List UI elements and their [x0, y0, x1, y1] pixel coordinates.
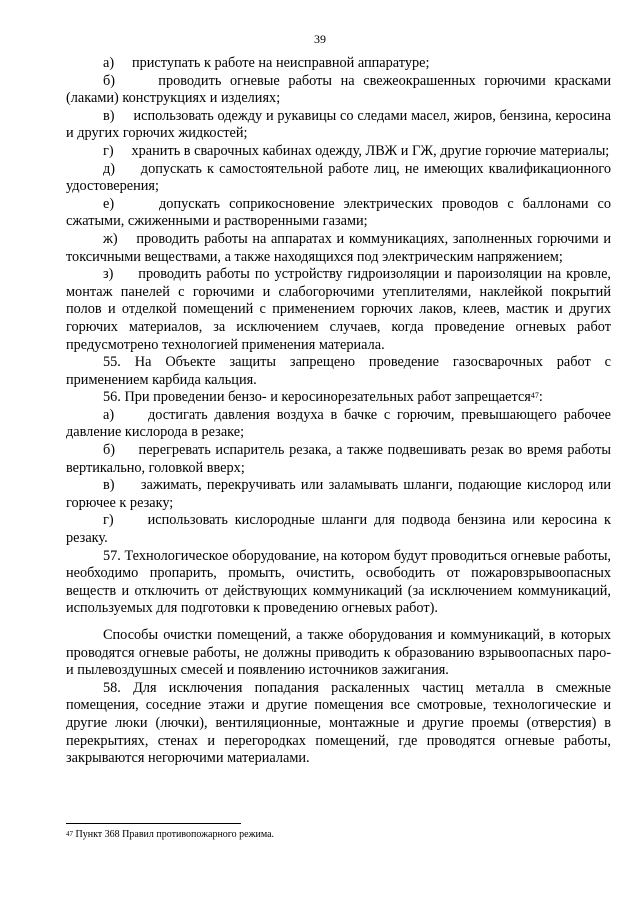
page-number: 39: [314, 32, 326, 46]
paragraph-57: 57. Технологическое оборудование, на котором будут проводиться огневые работы, необходимо пропарить, промыть, очистить, освободить от пожаровзрывоопасных веществ и отключить от действующих коммуникаций (за исключением коммуникаций, используемых для подготовки к проведению огневых работ).: [66, 547, 611, 617]
list-item-b: б) проводить огневые работы на свежеокрашенных горючими красками (лаками) конструкциях и изделиях;: [66, 72, 611, 107]
list-item-56-v: в) зажимать, перекручивать или заламывать шланги, подающие кислород или горючее к резаку;: [66, 477, 611, 511]
footnote-mark: 47: [66, 830, 73, 838]
footnote: [66, 829, 611, 841]
list-item-56-a: а) достигать давления воздуха в бачке с горючим, превышающего рабочее давление кислорода в резаке;: [66, 406, 611, 441]
paragraph-56: [66, 389, 611, 407]
paragraph-56-tail: :: [538, 389, 543, 406]
list-item-a: а) приступать к работе на неисправной аппаратуре;: [103, 55, 430, 71]
document-body: [66, 55, 611, 768]
list-item-zh: ж) проводить работы на аппаратах и коммуникациях, заполненных горючими и токсичными веществами, а также находящихся под электрическим напряжением;: [66, 230, 611, 265]
list-item-e: е) допускать соприкосновение электрических проводов с баллонами со сжатыми, сжиженными и растворенными газами;: [66, 195, 611, 230]
list-item-56-b: б) перегревать испаритель резака, а также подвешивать резак во время работы вертикально, головкой вверх;: [66, 442, 611, 476]
paragraph-58: 58. Для исключения попадания раскаленных частиц металла в смежные помещения, соседние этажи и другие помещения все смотровые, технологические и другие люки (лючки), вентиляционные, монтажные и другие проемы (отверстия) в перекрытиях, стенах и перегородках помещений, где проводятся огневые работы, закрываются негорючими материалами.: [66, 679, 611, 767]
footnote-ref-47[interactable]: 47: [530, 391, 539, 401]
footnote-divider: [66, 823, 241, 824]
paragraph-57-cleaning: Способы очистки помещений, а также оборудования и коммуникаций, в которых проводятся огневые работы, не должны приводить к образованию взрывоопасных паро- и пылевоздушных смесей и появлению источников зажигания.: [66, 627, 611, 679]
list-item-z: з) проводить работы по устройству гидроизоляции и пароизоляции на кровле, монтаж панелей с горючими и слабогорючими утеплителями, наклейкой покрытий полов и отделкой помещений с применением горючих лаков, клеев, мастик и других горючих материалов, за исключением случаев, когда проведение огневых работ предусмотрено технологией применения материала.: [66, 266, 611, 353]
list-item-v: в) использовать одежду и рукавицы со следами масел, жиров, бензина, керосина и других горючих жидкостей;: [66, 107, 611, 142]
paragraph-56-text: 56. При проведении бензо- и керосинорезательных работ запрещается: [103, 389, 531, 406]
paragraph-55: 55. На Объекте защиты запрещено проведение газосварочных работ с применением карбида кальция.: [66, 354, 611, 388]
list-item-g: г) хранить в сварочных кабинах одежду, ЛВЖ и ГЖ, другие горючие материалы;: [103, 142, 610, 159]
list-item-56-g: г) использовать кислородные шланги для подвода бензина или керосина к резаку.: [66, 512, 611, 547]
footnote-text: Пункт 368 Правил противопожарного режима.: [73, 829, 275, 840]
list-item-d: д) допускать к самостоятельной работе лиц, не имеющих квалификационного удостоверения;: [66, 160, 611, 195]
